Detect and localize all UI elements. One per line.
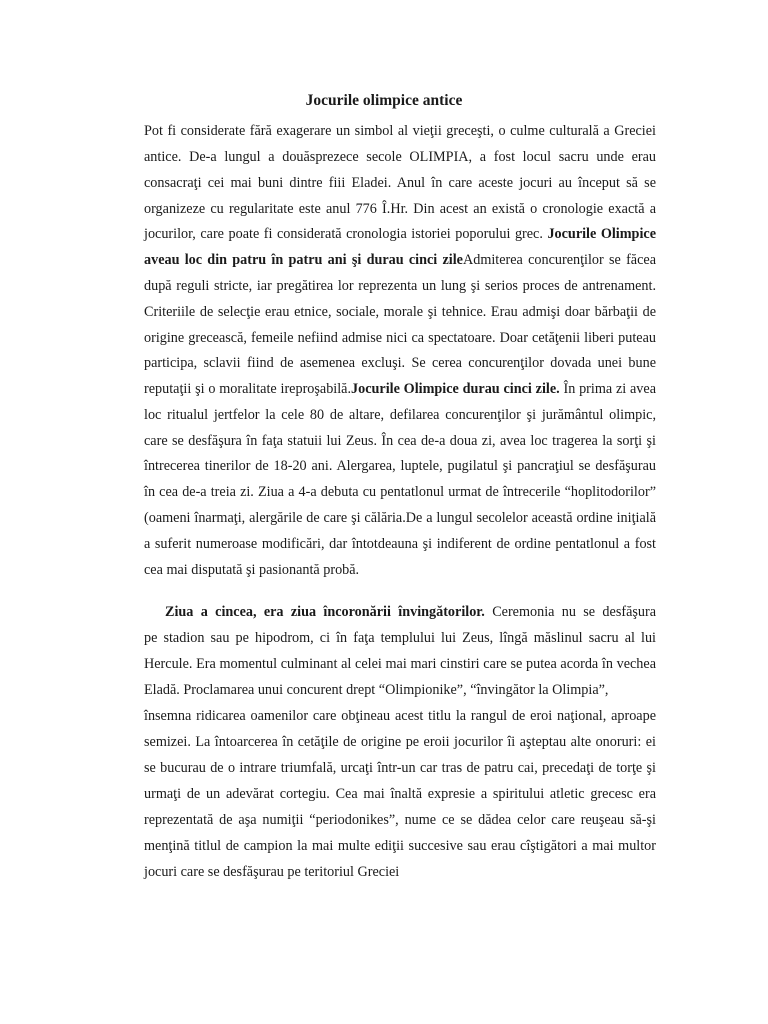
text-line: Hercule. Era momentul culminant al celei mai mari cinstiri care se putea acorda în vechea bbox=[144, 656, 656, 672]
text-line: (oameni înarmaţi, alergările de care şi călăria.De a lungul secolelor această ordine iniţială bbox=[144, 510, 656, 526]
text-line: organizeze cu regularitate este anul 776 Î.Hr. Din acest an există o cronologie exactă a bbox=[144, 201, 656, 217]
text-line bbox=[165, 602, 656, 622]
text-run: Admiterea concurenţilor se făcea bbox=[462, 252, 656, 268]
text-line: pe stadion sau pe hipodrom, ci în faţa templului lui Zeus, lîngă măslinul sacru al lui bbox=[144, 630, 656, 646]
text-line: antice. De-a lungul a douăsprezece secole OLIMPIA, a fost locul sacru unde erau bbox=[144, 149, 656, 165]
bold-text-run: Jocurile Olimpice bbox=[547, 226, 656, 242]
text-line: participa, sclavii fiind de asemenea excluşi. Se cerea concurenţilor dovada unei bune bbox=[144, 355, 656, 371]
text-line bbox=[144, 379, 656, 399]
text-line: se bucurau de o intrare triumfală, urcaţi într-un car tras de patru cai, precedaţi de torţe şi bbox=[144, 760, 656, 776]
bold-text-run: Jocurile Olimpice durau cinci zile. bbox=[351, 381, 560, 397]
text-line: reprezentată de aşa numiţii “periodonikes”, nume ce se dădea celor care reuşeau să-şi bbox=[144, 812, 656, 828]
bold-text-run: aveau loc din patru în patru ani şi durau cinci zile bbox=[144, 252, 463, 268]
text-line: jocuri care se desfăşurau pe teritoriul Greciei bbox=[144, 864, 400, 880]
bold-text-run: Ziua a cincea, era ziua încoronării învingătorilor. bbox=[165, 604, 485, 620]
text-line: în cea de-a treia zi. Ziua a 4-a debuta cu pentatlonul urmat de întrecerile “hoplitodorilor” bbox=[144, 484, 656, 500]
text-line: origine grecească, femeile nefiind admise nici ca spectatoare. Doar cetăţenii liberi puteau bbox=[144, 330, 656, 346]
text-line bbox=[144, 250, 656, 270]
document-title: Jocurile olimpice antice bbox=[305, 92, 463, 109]
text-line: întrecerea tinerilor de 18-20 ani. Alergarea, luptele, pugilatul şi pancraţiul se desfăşurau bbox=[144, 458, 656, 474]
text-line: Eladă. Proclamarea unui concurent drept “Olimpionike”, “învingător la Olimpia”, bbox=[144, 682, 609, 698]
text-line: cea mai disputată şi pasionantă probă. bbox=[144, 562, 360, 578]
text-line: care se desfăşura în faţa statuii lui Zeus. În cea de-a doua zi, avea loc tragerea la sorţi şi bbox=[144, 433, 656, 449]
text-run: jocurilor, care poate fi considerată cronologia istoriei poporului grec. bbox=[144, 226, 548, 242]
text-line bbox=[144, 224, 656, 244]
text-run: reputaţii şi o moralitate ireproşabilă. bbox=[144, 381, 352, 397]
text-line: a suferit numeroase modificări, dar întotdeauna şi indiferent de ordine pentatlonul a fost bbox=[144, 536, 656, 552]
text-line: urmaţi de un adevărat cortegiu. Cea mai înaltă expresie a spiritului atletic grecesc era bbox=[144, 786, 656, 802]
text-line: loc ritualul jertfelor la cele 80 de altare, defilarea concurenţilor şi jurământul olimpic, bbox=[144, 407, 656, 423]
text-run: În prima zi avea bbox=[559, 381, 656, 397]
text-line: Pot fi considerate fără exagerare un simbol al vieţii greceşti, o culme culturală a Greciei bbox=[144, 123, 656, 139]
text-run: Ceremonia nu se desfăşura bbox=[484, 604, 657, 620]
text-line: semizei. La întoarcerea în cetăţile de origine pe eroii jocurilor îi aşteptau alte onoruri: ei bbox=[144, 734, 656, 750]
text-line: menţină titlul de campion la mai multe ediţii succesive sau erau cîştigători a mai multor bbox=[144, 838, 656, 854]
text-line: consacraţi cei mai buni dintre fiii Eladei. Anul în care aceste jocuri au început să se bbox=[144, 175, 656, 191]
text-line: însemna ridicarea oamenilor care obţineau acest titlu la rangul de eroi naţional, aproape bbox=[144, 708, 656, 724]
text-line: după reguli stricte, iar pregătirea lor reprezenta un lung şi serios proces de antrenament. bbox=[144, 278, 656, 294]
text-line: Criteriile de selecţie erau etnice, sociale, morale şi tehnice. Erau admişi doar bărbaţii de bbox=[144, 304, 656, 320]
